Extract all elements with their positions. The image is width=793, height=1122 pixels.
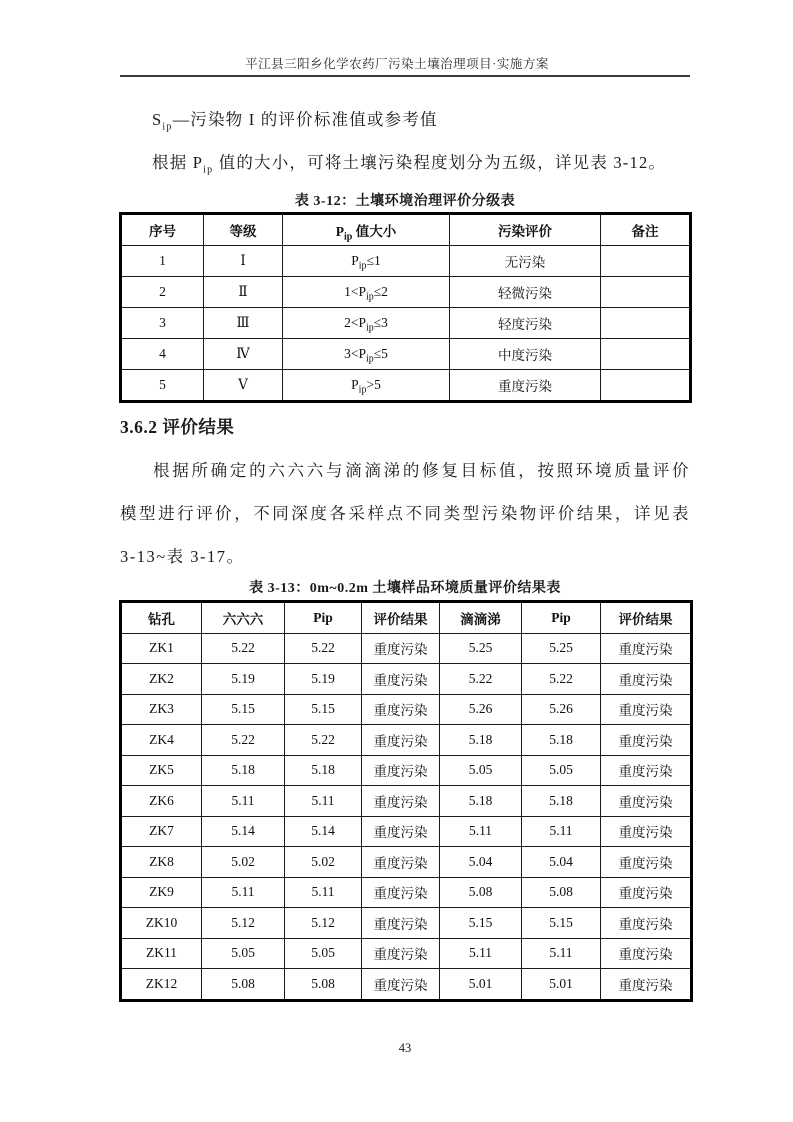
cell-ddt-pip: 5.18 xyxy=(522,725,601,756)
cell-ddt-eval: 重度污染 xyxy=(601,694,692,725)
pip-header-pre: P xyxy=(335,224,345,239)
pip-post: ≤1 xyxy=(366,253,381,268)
sip-subscript: ip xyxy=(162,121,173,133)
cell-pip-range xyxy=(283,339,450,370)
cell-eval: 重度污染 xyxy=(450,370,601,402)
cell-no: 1 xyxy=(121,246,204,277)
cell-pip-range xyxy=(283,277,450,308)
cell-borehole: ZK4 xyxy=(121,725,202,756)
cell-ddt-pip: 5.25 xyxy=(522,633,601,664)
cell-hch-eval: 重度污染 xyxy=(362,694,440,725)
cell-borehole: ZK11 xyxy=(121,938,202,969)
cell-hch-pip: 5.11 xyxy=(285,786,362,817)
table-row xyxy=(121,694,692,725)
cell-ddt-eval: 重度污染 xyxy=(601,969,692,1001)
table-row xyxy=(121,908,692,939)
cell-grade: Ⅴ xyxy=(204,370,283,402)
cell-borehole: ZK5 xyxy=(121,755,202,786)
cell-ddt-value: 5.05 xyxy=(440,755,522,786)
cell-ddt-value: 5.18 xyxy=(440,786,522,817)
cell-hch-value: 5.19 xyxy=(202,664,285,695)
cell-hch-value: 5.18 xyxy=(202,755,285,786)
cell-hch-pip: 5.14 xyxy=(285,816,362,847)
cell-hch-eval: 重度污染 xyxy=(362,908,440,939)
pip-pre: P xyxy=(351,377,359,392)
table-header-row xyxy=(121,214,691,246)
cell-ddt-pip: 5.26 xyxy=(522,694,601,725)
cell-ddt-value: 5.22 xyxy=(440,664,522,695)
cell-ddt-pip: 5.18 xyxy=(522,786,601,817)
pip-subscript: ip xyxy=(203,164,214,176)
table-row xyxy=(121,755,692,786)
cell-hch-pip: 5.02 xyxy=(285,847,362,878)
cell-eval: 轻度污染 xyxy=(450,308,601,339)
definition-line-sip xyxy=(152,106,438,133)
cell-ddt-value: 5.08 xyxy=(440,877,522,908)
pip-pre: 2<P xyxy=(344,315,366,330)
cell-no: 3 xyxy=(121,308,204,339)
table-row xyxy=(121,786,692,817)
cell-hch-eval: 重度污染 xyxy=(362,877,440,908)
cell-hch-eval: 重度污染 xyxy=(362,755,440,786)
cell-hch-pip: 5.08 xyxy=(285,969,362,1001)
cell-hch-pip: 5.19 xyxy=(285,664,362,695)
col-header-ddt-pip: Pip xyxy=(522,602,601,634)
table12-caption: 表 3-12：土壤环境治理评价分级表 xyxy=(294,194,516,209)
pip-post: ≤2 xyxy=(373,284,388,299)
col-header-hch-pip: Pip xyxy=(285,602,362,634)
cell-hch-eval: 重度污染 xyxy=(362,633,440,664)
cell-hch-pip: 5.12 xyxy=(285,908,362,939)
body-paragraph-line: 根据所确定的六六六与滴滴涕的修复目标值，按照环境质量评价 xyxy=(153,461,690,480)
cell-ddt-value: 5.15 xyxy=(440,908,522,939)
cell-hch-value: 5.22 xyxy=(202,725,285,756)
cell-hch-value: 5.15 xyxy=(202,694,285,725)
cell-hch-value: 5.22 xyxy=(202,633,285,664)
pip-sub: ip xyxy=(358,260,367,272)
pip-pre: 3<P xyxy=(344,346,366,361)
cell-hch-pip: 5.11 xyxy=(285,877,362,908)
cell-hch-pip: 5.05 xyxy=(285,938,362,969)
cell-note xyxy=(601,308,691,339)
page-number: 43 xyxy=(398,1041,412,1055)
cell-hch-pip: 5.18 xyxy=(285,755,362,786)
cell-borehole: ZK2 xyxy=(121,664,202,695)
table-row xyxy=(121,246,691,277)
cell-grade: Ⅲ xyxy=(204,308,283,339)
page-header-title: 平江县三阳乡化学农药厂污染土壤治理项目·实施方案 xyxy=(245,57,549,71)
cell-ddt-pip: 5.15 xyxy=(522,908,601,939)
cell-ddt-pip: 5.11 xyxy=(522,938,601,969)
col-header-note: 备注 xyxy=(601,214,691,246)
cell-pip-range xyxy=(283,246,450,277)
cell-grade: Ⅳ xyxy=(204,339,283,370)
cell-note xyxy=(601,277,691,308)
cell-ddt-pip: 5.22 xyxy=(522,664,601,695)
cell-borehole: ZK3 xyxy=(121,694,202,725)
col-header-ddt-eval: 评价结果 xyxy=(601,602,692,634)
cell-ddt-eval: 重度污染 xyxy=(601,877,692,908)
cell-hch-eval: 重度污染 xyxy=(362,816,440,847)
cell-ddt-eval: 重度污染 xyxy=(601,816,692,847)
col-header-hch: 六六六 xyxy=(202,602,285,634)
pip-grading-line xyxy=(152,149,667,176)
cell-ddt-value: 5.26 xyxy=(440,694,522,725)
table13-caption: 表 3-13：0m~0.2m 土壤样品环境质量评价结果表 xyxy=(249,581,561,596)
pip-lead-text: 根据 P xyxy=(152,153,204,172)
cell-ddt-value: 5.11 xyxy=(440,816,522,847)
table-row xyxy=(121,725,692,756)
cell-borehole: ZK6 xyxy=(121,786,202,817)
table-row xyxy=(121,633,692,664)
evaluation-results-table xyxy=(119,600,693,1002)
cell-borehole: ZK8 xyxy=(121,847,202,878)
table-row xyxy=(121,938,692,969)
table-header-row xyxy=(121,602,692,634)
cell-hch-value: 5.05 xyxy=(202,938,285,969)
cell-borehole: ZK1 xyxy=(121,633,202,664)
cell-hch-eval: 重度污染 xyxy=(362,664,440,695)
table-row xyxy=(121,664,692,695)
table-row xyxy=(121,339,691,370)
cell-pip-range xyxy=(283,370,450,402)
pip-post: ≤3 xyxy=(373,315,388,330)
cell-hch-eval: 重度污染 xyxy=(362,725,440,756)
cell-borehole: ZK7 xyxy=(121,816,202,847)
pip-post: ≤5 xyxy=(373,346,388,361)
cell-grade: Ⅱ xyxy=(204,277,283,308)
cell-ddt-pip: 5.04 xyxy=(522,847,601,878)
cell-ddt-eval: 重度污染 xyxy=(601,847,692,878)
pip-post: >5 xyxy=(366,377,381,392)
pip-pre: P xyxy=(351,253,359,268)
table-row xyxy=(121,847,692,878)
cell-borehole: ZK12 xyxy=(121,969,202,1001)
cell-pip-range xyxy=(283,308,450,339)
cell-ddt-pip: 5.05 xyxy=(522,755,601,786)
body-paragraph-line: 3-13~表 3-17。 xyxy=(120,547,245,566)
grading-table xyxy=(119,212,692,403)
cell-hch-value: 5.11 xyxy=(202,877,285,908)
cell-eval: 轻微污染 xyxy=(450,277,601,308)
cell-ddt-value: 5.18 xyxy=(440,725,522,756)
col-header-ddt: 滴滴涕 xyxy=(440,602,522,634)
cell-ddt-eval: 重度污染 xyxy=(601,725,692,756)
section-heading: 3.6.2 评价结果 xyxy=(120,417,235,437)
cell-eval: 无污染 xyxy=(450,246,601,277)
header-rule xyxy=(120,75,690,77)
cell-hch-eval: 重度污染 xyxy=(362,969,440,1001)
cell-hch-pip: 5.22 xyxy=(285,725,362,756)
table-row xyxy=(121,277,691,308)
cell-ddt-eval: 重度污染 xyxy=(601,633,692,664)
cell-hch-value: 5.12 xyxy=(202,908,285,939)
cell-hch-eval: 重度污染 xyxy=(362,938,440,969)
table-row xyxy=(121,969,692,1001)
cell-hch-eval: 重度污染 xyxy=(362,786,440,817)
cell-ddt-pip: 5.01 xyxy=(522,969,601,1001)
cell-borehole: ZK10 xyxy=(121,908,202,939)
sip-definition-text: —污染物 I 的评价标准值或参考值 xyxy=(172,110,438,129)
cell-note xyxy=(601,370,691,402)
cell-ddt-value: 5.11 xyxy=(440,938,522,969)
pip-sub: ip xyxy=(365,291,374,303)
cell-grade: Ⅰ xyxy=(204,246,283,277)
cell-ddt-eval: 重度污染 xyxy=(601,755,692,786)
cell-hch-pip: 5.15 xyxy=(285,694,362,725)
col-header-grade: 等级 xyxy=(204,214,283,246)
cell-borehole: ZK9 xyxy=(121,877,202,908)
cell-no: 2 xyxy=(121,277,204,308)
cell-hch-value: 5.02 xyxy=(202,847,285,878)
col-header-hch-eval: 评价结果 xyxy=(362,602,440,634)
cell-ddt-value: 5.01 xyxy=(440,969,522,1001)
col-header-eval: 污染评价 xyxy=(450,214,601,246)
table-row xyxy=(121,370,691,402)
cell-hch-eval: 重度污染 xyxy=(362,847,440,878)
body-paragraph-line: 模型进行评价，不同深度各采样点不同类型污染物评价结果，详见表 xyxy=(120,504,690,523)
cell-ddt-eval: 重度污染 xyxy=(601,938,692,969)
col-header-borehole: 钻孔 xyxy=(121,602,202,634)
cell-ddt-eval: 重度污染 xyxy=(601,908,692,939)
cell-ddt-eval: 重度污染 xyxy=(601,664,692,695)
cell-ddt-value: 5.04 xyxy=(440,847,522,878)
cell-hch-value: 5.08 xyxy=(202,969,285,1001)
table-row xyxy=(121,816,692,847)
col-header-no: 序号 xyxy=(121,214,204,246)
pip-header-sub: ip xyxy=(344,231,353,243)
cell-no: 5 xyxy=(121,370,204,402)
cell-hch-pip: 5.22 xyxy=(285,633,362,664)
cell-ddt-value: 5.25 xyxy=(440,633,522,664)
pip-header-post: 值大小 xyxy=(352,224,397,239)
cell-ddt-eval: 重度污染 xyxy=(601,786,692,817)
pip-sub: ip xyxy=(358,384,367,396)
pip-trail-text: 值的大小，可将土壤污染程度划分为五级，详见表 3-12。 xyxy=(213,153,667,172)
cell-eval: 中度污染 xyxy=(450,339,601,370)
cell-no: 4 xyxy=(121,339,204,370)
cell-note xyxy=(601,339,691,370)
col-header-pip-range xyxy=(283,214,450,246)
pip-sub: ip xyxy=(365,322,374,334)
cell-hch-value: 5.11 xyxy=(202,786,285,817)
cell-ddt-pip: 5.11 xyxy=(522,816,601,847)
sip-symbol: S xyxy=(152,110,163,129)
cell-ddt-pip: 5.08 xyxy=(522,877,601,908)
cell-note xyxy=(601,246,691,277)
table-row xyxy=(121,877,692,908)
table-row xyxy=(121,308,691,339)
cell-hch-value: 5.14 xyxy=(202,816,285,847)
pip-pre: 1<P xyxy=(344,284,366,299)
pip-sub: ip xyxy=(365,353,374,365)
